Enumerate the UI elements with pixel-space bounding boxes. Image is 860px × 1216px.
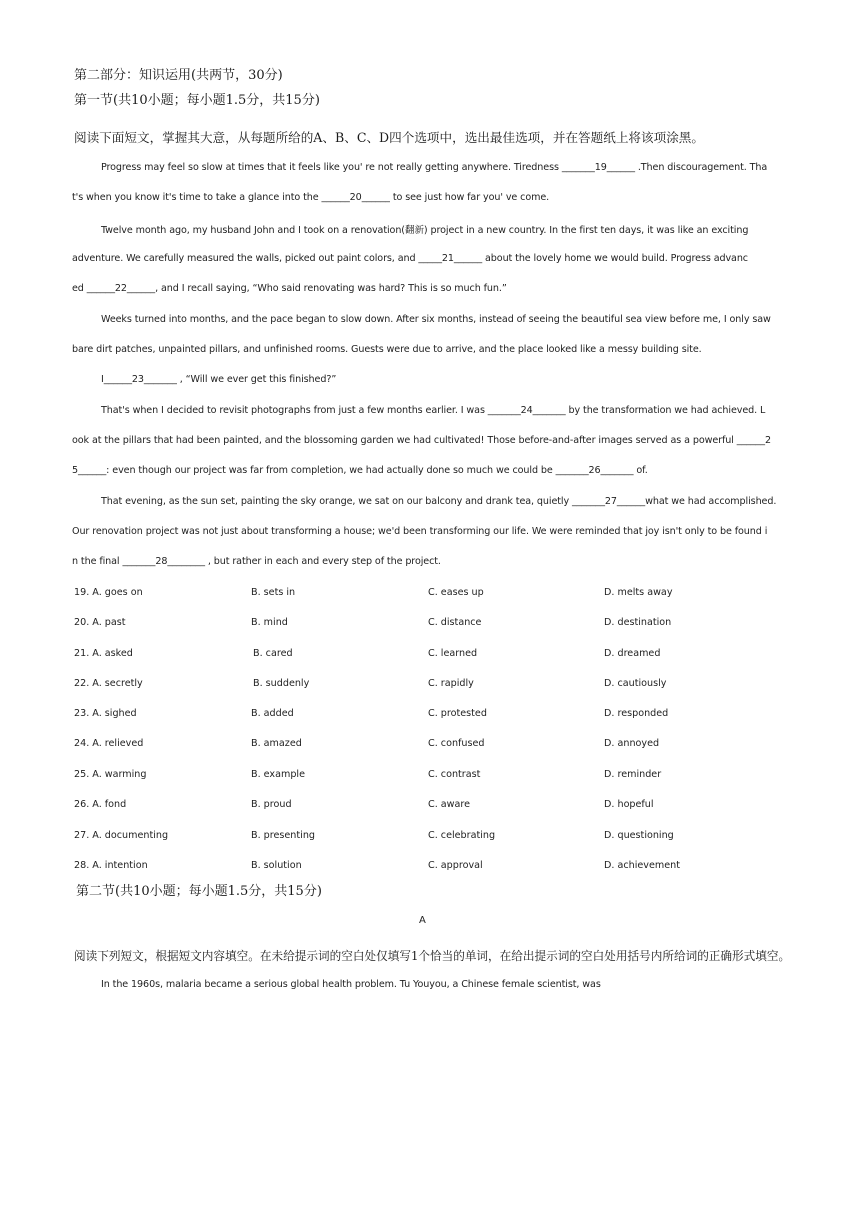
option-c: C. learned	[428, 648, 478, 659]
section1-heading: 第一节(共10小题；每小题1.5分，共15分)	[74, 93, 320, 108]
option-a: 27. A. documenting	[74, 830, 169, 841]
option-b: B. suddenly	[253, 678, 310, 689]
option-a: 22. A. secretly	[74, 678, 143, 689]
passage-line: That's when I decided to revisit photographs from just a few months earlier. I was _______24_______ by the transformation we had achieved. L	[101, 405, 766, 416]
passage-line: t's when you know it's time to take a glance into the ______20______ to see just how far you' ve come.	[72, 192, 550, 203]
option-b: B. amazed	[251, 738, 302, 749]
option-d: D. destination	[604, 617, 672, 628]
passage-line: ed ______22______, and I recall saying, “Who said renovating was hard? This is so much fun.”	[72, 283, 507, 294]
option-c: C. distance	[428, 617, 482, 628]
part2-heading: 第二部分：知识运用(共两节，30分)	[74, 68, 283, 83]
option-b: B. example	[251, 769, 305, 780]
option-a: 19. A. goes on	[74, 587, 143, 598]
passage-line: Progress may feel so slow at times that it feels like you' re not really getting anywhere. Tiredness _______19______ .Then discouragement. Tha	[101, 162, 768, 173]
passage-line: Twelve month ago, my husband John and I took on a renovation(翻新) project in a new country. In the first ten days, it was like an exciting	[101, 225, 749, 236]
option-d: D. achievement	[604, 860, 680, 871]
option-d: D. cautiously	[604, 678, 667, 689]
passage-line: Weeks turned into months, and the pace began to slow down. After six months, instead of seeing the beautiful sea view before me, I only saw	[101, 314, 771, 325]
option-d: D. reminder	[604, 769, 662, 780]
option-a: 24. A. relieved	[74, 738, 144, 749]
passage-line: adventure. We carefully measured the walls, picked out paint colors, and _____21______ about the lovely home we would build. Progress advanc	[72, 253, 748, 264]
option-c: C. confused	[428, 738, 485, 749]
option-d: D. annoyed	[604, 738, 660, 749]
option-d: D. responded	[604, 708, 669, 719]
option-c: C. aware	[428, 799, 471, 810]
option-d: D. hopeful	[604, 799, 654, 810]
option-b: B. sets in	[251, 587, 296, 598]
section1-instruction: 阅读下面短文，掌握其大意，从每题所给的A、B、C、D四个选项中，选出最佳选项，并在答题纸上将该项涂黑。	[74, 130, 704, 145]
passage-line: Our renovation project was not just about transforming a house; we'd been transforming our life. We were reminded that joy isn't only to be found i	[72, 526, 768, 537]
passage-line: I______23_______ , “Will we ever get this finished?”	[101, 374, 337, 385]
option-a: 25. A. warming	[74, 769, 147, 780]
passage-line: ook at the pillars that had been painted, and the blossoming garden we had cultivated! Those before-and-after images served as a powerful ______2	[72, 435, 771, 446]
passage-line: That evening, as the sun set, painting the sky orange, we sat on our balcony and drank tea, quietly _______27______what we had accomplished.	[101, 496, 777, 507]
option-b: B. cared	[253, 648, 293, 659]
option-c: C. eases up	[428, 587, 484, 598]
option-a: 21. A. asked	[74, 648, 133, 659]
option-c: C. rapidly	[428, 678, 474, 689]
option-d: D. dreamed	[604, 648, 661, 659]
option-c: C. approval	[428, 860, 483, 871]
option-b: B. presenting	[251, 830, 315, 841]
passage-a-label: A	[419, 915, 426, 926]
option-b: B. added	[251, 708, 294, 719]
passage-line: bare dirt patches, unpainted pillars, and unfinished rooms. Guests were due to arrive, and the place looked like a messy building site.	[72, 344, 702, 355]
option-a: 26. A. fond	[74, 799, 127, 810]
option-d: D. melts away	[604, 587, 673, 598]
option-d: D. questioning	[604, 830, 674, 841]
option-c: C. protested	[428, 708, 487, 719]
option-a: 20. A. past	[74, 617, 126, 628]
option-c: C. contrast	[428, 769, 481, 780]
option-b: B. solution	[251, 860, 302, 871]
section2-instruction: 阅读下列短文，根据短文内容填空。在未给提示词的空白处仅填写1个恰当的单词，在给出提示词的空白处用括号内所给词的正确形式填空。	[74, 949, 791, 963]
option-a: 23. A. sighed	[74, 708, 137, 719]
section2-heading: 第二节(共10小题；每小题1.5分，共15分)	[76, 884, 322, 899]
option-a: 28. A. intention	[74, 860, 148, 871]
option-c: C. celebrating	[428, 830, 496, 841]
option-b: B. proud	[251, 799, 292, 810]
passage-line: 5______: even though our project was far from completion, we had actually done so much we could be _______26_______ of.	[72, 465, 648, 476]
passage-a-first-line: In the 1960s, malaria became a serious global health problem. Tu Youyou, a Chinese female scientist, was	[101, 979, 601, 990]
option-b: B. mind	[251, 617, 288, 628]
passage-line: n the final _______28________ , but rather in each and every step of the project.	[72, 556, 441, 567]
